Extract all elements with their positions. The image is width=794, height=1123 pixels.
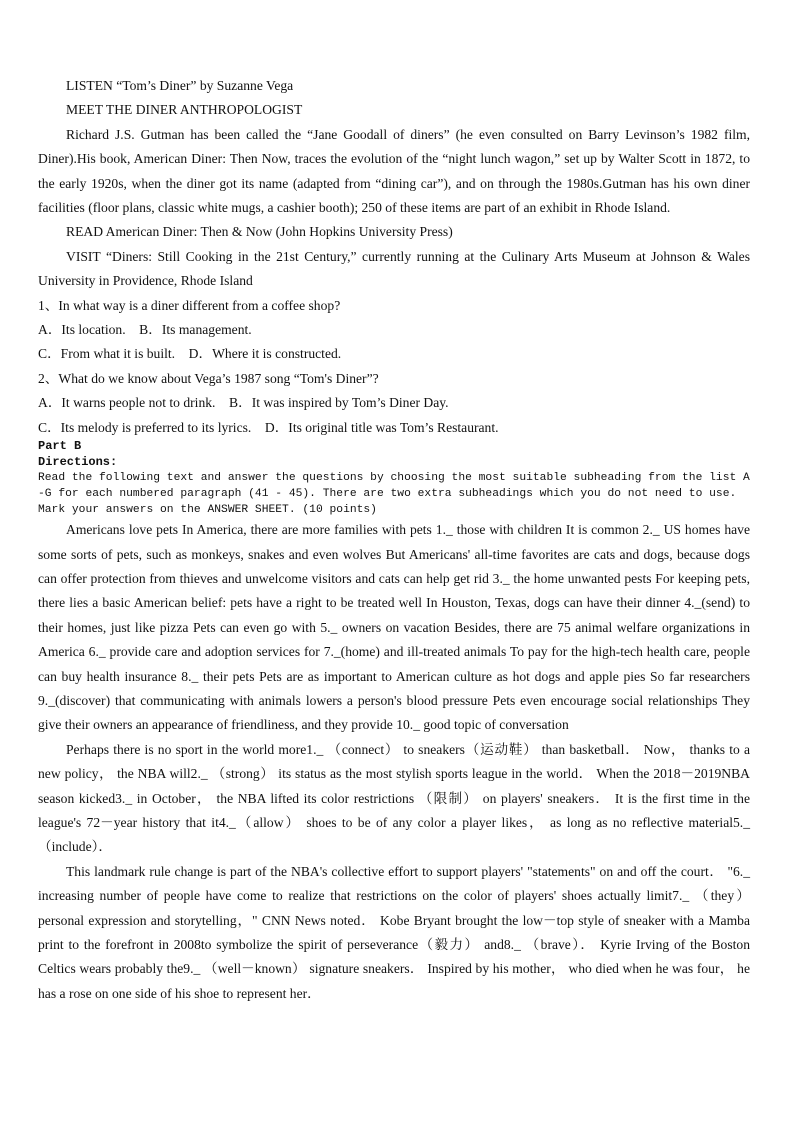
sport-paragraph: Perhaps there is no sport in the world more1._ （connect） to sneakers（运动鞋） than basketball． Now， thanks to a new policy， the NBA will2._ （strong） its status as the most stylish sports league in the world． When the 2018－2019NBA season kicked3._ in October， the NBA lifted its color restrictions （限制） on players' sneakers． It is the first time in the league's 72－year history that it4._（allow） shoes to be of any color a player likes， as long as no reflective material5._（include）．	[38, 741, 750, 855]
read-line: READ American Diner: Then & Now (John Hopkins University Press)	[66, 224, 453, 240]
document-page	[38, 74, 750, 1006]
pets-paragraph: Americans love pets In America, there are more families with pets 1._ those with children It is common 2._ US homes have some sorts of pets, such as monkeys, snakes and even wolves But Americans' all-time favorites are cats and dogs, because dogs can offer protection from thieves and unwelcome visitors and cats can help get rid 3._ the home unwanted pests For keeping pets, there lies a basic American belief: pets have a right to be treated well In Houston, Texas, dogs can have their dinner 4._(send) to their homes, just like pizza Pets can even go with 5._ owners on vacation Besides, there are 75 animal welfare organizations in America 6._ provide care and adoption services for 7._(home) and ill-treated animals To pay for the high-tech health care, people can buy health insurance 8._ their pets Pets are as important to American culture as hot dogs and apple pies So far researchers 9._(discover) that communicating with animals lowers a person's blood pressure Pets even encourage social relationships They give their owners an appearance of friendliness, and they provide 10._ good topic of conversation	[38, 522, 750, 733]
question-1-options-cd: C．From what it is built. D．Where it is constructed.	[38, 346, 342, 362]
visit-paragraph: VISIT “Diners: Still Cooking in the 21st Century,” currently running at the Culinary Arts Museum at Johnson & Wales University in Providence, Rhode Island	[38, 248, 750, 289]
listen-line: LISTEN “Tom’s Diner” by Suzanne Vega	[66, 78, 294, 93]
gutman-paragraph: Richard J.S. Gutman has been called the “Jane Goodall of diners” (he even consulted on Barry Levinson’s 1982 film, Diner).His book, American Diner: Then Now, traces the evolution of the “night lunch wagon,” set up by Walter Scott in 1872, to the early 1920s, when the diner got its name (adapted from “dining car”), and on through the 1980s.Gutman has his own diner facilities (floor plans, classic white mugs, a cashier booth); 250 of these items are part of an exhibit in Rhode Island.	[38, 126, 750, 216]
part-b-title: Part B	[38, 439, 82, 454]
directions-text: Read the following text and answer the questions by choosing the most suitable subheading from the list A -G for each numbered paragraph (41 - 45). There are two extra subheadings which you do not need to use. Mark your answers on the ANSWER SHEET. (10 points)	[38, 472, 750, 517]
directions-label: Directions:	[38, 455, 118, 470]
meet-heading: MEET THE DINER ANTHROPOLOGIST	[66, 102, 303, 118]
landmark-paragraph: This landmark rule change is part of the NBA's collective effort to support players' "statements" on and off the court． "6._ increasing number of people have come to realize that restrictions on the color of players' shoes actually limit7._ （they） personal expression and storytelling，" CNN News noted． Kobe Bryant brought the low－top style of sneaker with a Mamba print to the forefront in 2008to symbolize the spirit of perseverance（毅力） and8._ （brave）． Kyrie Irving of the Boston Celtics wears probably the9._ （well－known） signature sneakers． Inspired by his mother， who died when he was four， he has a rose on one side of his shoe to represent her．	[38, 863, 750, 1001]
question-2-options-ab: A．It warns people not to drink. B．It was inspired by Tom’s Diner Day.	[38, 395, 449, 411]
question-1-options-ab: A．Its location. B．Its management.	[38, 322, 252, 338]
question-2: 2、What do we know about Vega’s 1987 song “Tom's Diner”?	[38, 370, 379, 386]
question-2-options-cd: C．Its melody is preferred to its lyrics. D．Its original title was Tom’s Restaurant.	[38, 419, 499, 435]
question-1: 1、In what way is a diner different from a coffee shop?	[38, 297, 341, 313]
